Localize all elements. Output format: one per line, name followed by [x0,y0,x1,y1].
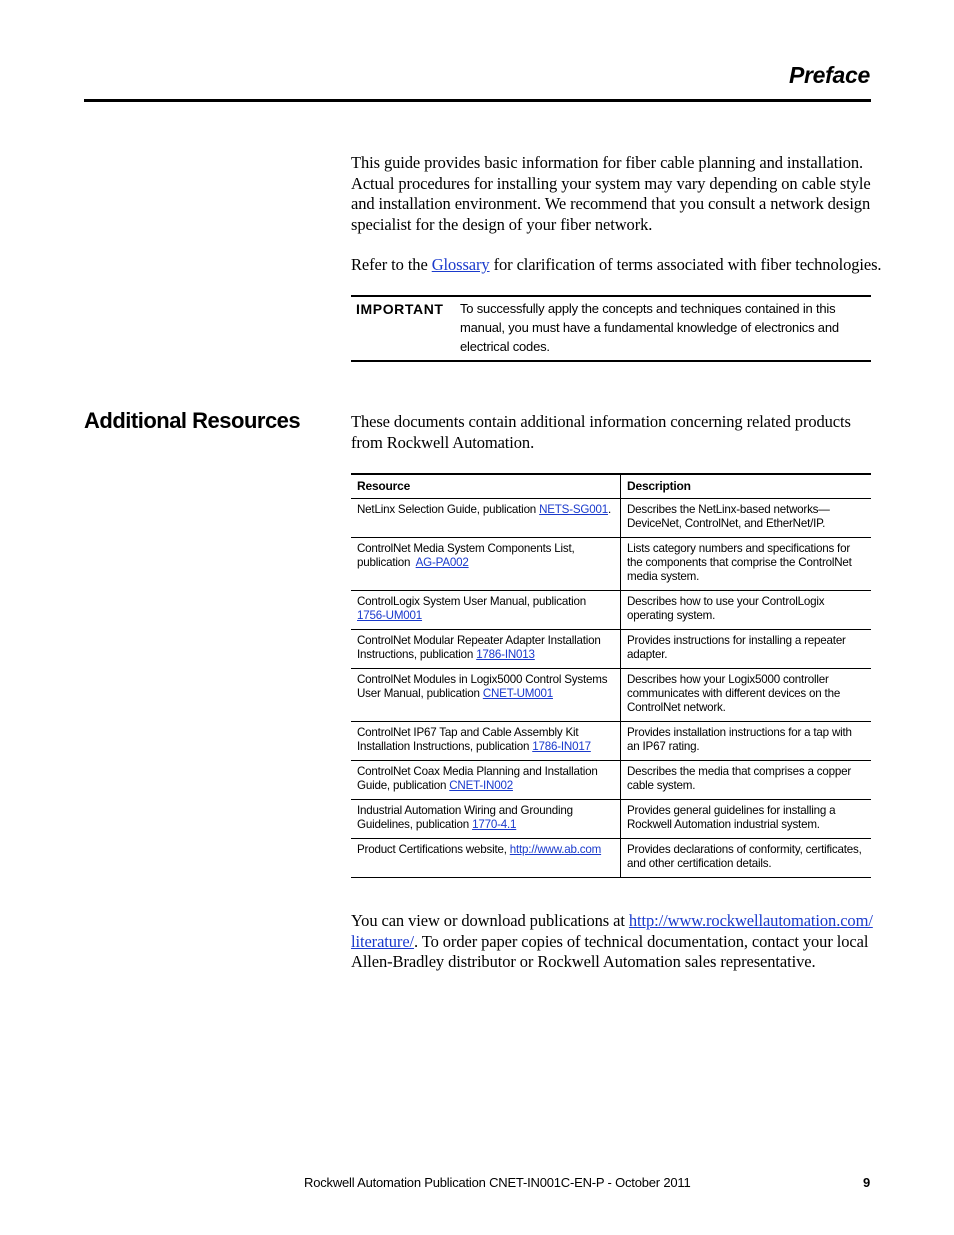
table-row [351,591,871,630]
table-row [351,722,871,761]
table-row [351,800,871,839]
glossary-link[interactable]: Glossary [431,255,490,274]
resource-text: ControlNet Modules in Logix5000 Control Systems User Manual, publication [357,673,608,700]
resource-cell [351,761,621,800]
glossary-text-after: for clarification of terms associated with fiber technologies. [489,255,882,274]
resource-text: NetLinx Selection Guide, publication [357,503,540,516]
description-cell: Describes the media that comprises a copper cable system. [621,761,872,800]
description-cell: Describes how to use your ControlLogix operating system. [621,591,872,630]
resource-cell [351,722,621,761]
resource-cell [351,800,621,839]
description-cell: Lists category numbers and specifications for the components that comprise the ControlNet media system. [621,538,872,591]
intro-paragraph: This guide provides basic information for fiber cable planning and installation. Actual procedures for installing your system may vary depending on cable style and installation environment. We recommend that you consult a network design specialist for the design of your fiber network. [351,153,871,234]
resource-cell [351,499,621,538]
important-text: To successfully apply the concepts and techniques contained in this manual, you must have a fundamental knowledge of electronics and electrical codes. [460,301,839,354]
publication-link[interactable]: CNET-IN002 [449,779,513,792]
literature-link[interactable]: http://www.rockwellautomation.com/literature/ [351,911,873,951]
footer-publication: Rockwell Automation Publication CNET-IN001C-EN-P - October 2011 [304,1175,691,1190]
table-header-row [351,474,871,499]
publication-link[interactable]: AG-PA002 [415,556,469,569]
publication-link[interactable]: CNET-UM001 [482,687,553,700]
description-cell: Provides general guidelines for installing a Rockwell Automation industrial system. [621,800,872,839]
table-row [351,499,871,538]
header-resource: Resource [351,474,621,499]
closing-text-before: You can view or download publications at [351,911,629,930]
resource-text: ControlNet Modular Repeater Adapter Installation Instructions, publication [357,634,601,661]
description-cell: Provides declarations of conformity, certificates, and other certification details. [621,839,872,878]
resource-text: Industrial Automation Wiring and Grounding Guidelines, publication [357,804,573,831]
important-callout [351,295,871,362]
resource-text: ControlNet Coax Media Planning and Installation Guide, publication [357,765,598,792]
resource-cell [351,591,621,630]
resource-cell [351,630,621,669]
resource-text-after: . [607,503,612,516]
website-link[interactable]: http://www.ab.com [509,843,602,856]
closing-paragraph [351,911,873,973]
resources-intro: These documents contain additional information concerning related products from Rockwell Automation. [351,412,851,452]
resource-text: Product Certifications website, [357,843,510,856]
description-cell: Provides installation instructions for a tap with an IP67 rating. [621,722,872,761]
description-cell: Provides instructions for installing a repeater adapter. [621,630,872,669]
resource-text: ControlLogix System User Manual, publication [357,595,586,608]
description-cell: Describes the NetLinx-based networks—DeviceNet, ControlNet, and EtherNet/IP. [621,499,872,538]
description-cell: Describes how your Logix5000 controller communicates with different devices on the ControlNet network. [621,669,872,722]
glossary-text-before: Refer to the [351,255,432,274]
important-label: IMPORTANT [356,301,444,317]
table-row [351,630,871,669]
page-number: 9 [863,1175,871,1190]
table-row [351,761,871,800]
resources-table [351,473,871,878]
publication-link[interactable]: NETS-SG001 [539,503,608,516]
closing-text-after: . To order paper copies of technical documentation, contact your local Allen-Bradley distributor or Rockwell Automation sales representative. [351,931,869,971]
publication-link[interactable]: 1756-UM001 [357,609,423,622]
publication-link[interactable]: 1770-4.1 [472,818,517,831]
resource-cell [351,839,621,878]
section-heading: Additional Resources [84,408,301,433]
resource-text: ControlNet IP67 Tap and Cable Assembly Kit Installation Instructions, publication [357,726,579,753]
glossary-paragraph [351,255,882,276]
page-title: Preface [788,62,870,88]
resource-text: ControlNet Media System Components List, publication [357,542,578,569]
resource-cell [351,538,621,591]
publication-link[interactable]: 1786-IN013 [476,648,535,661]
table-row [351,839,871,878]
header-description: Description [621,474,872,499]
table-row [351,669,871,722]
resource-cell [351,669,621,722]
header-rule [84,99,871,102]
table-row [351,538,871,591]
publication-link[interactable]: 1786-IN017 [532,740,591,753]
